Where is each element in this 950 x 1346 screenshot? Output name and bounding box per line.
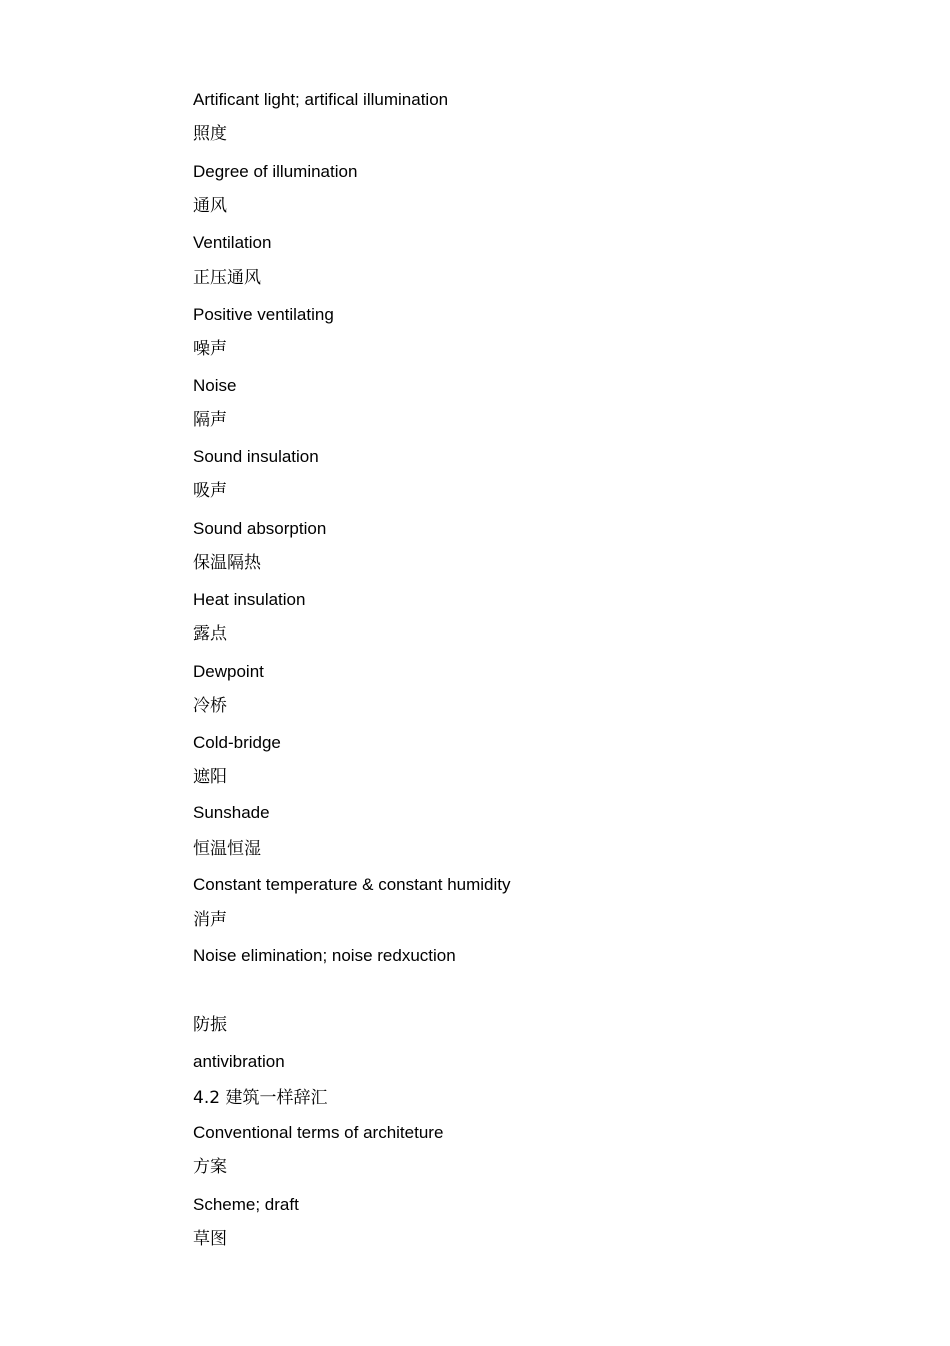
text-line: 消声 — [193, 910, 227, 930]
text-line: 遮阳 — [193, 767, 227, 787]
text-line: 吸声 — [193, 481, 227, 501]
text-line: Artificant light; artifical illumination — [193, 90, 449, 109]
text-line: Constant temperature & constant humidity — [193, 875, 511, 894]
text-line: 防振 — [193, 1015, 227, 1035]
text-line: Noise elimination; noise redxuction — [193, 946, 456, 965]
text-line: 方案 — [193, 1157, 227, 1177]
text-line: 保温隔热 — [193, 553, 261, 573]
text-line: Positive ventilating — [193, 305, 334, 324]
text-line: 草图 — [193, 1229, 227, 1249]
text-line: 噪声 — [193, 339, 227, 359]
section-heading: 4.2 建筑一样辞汇 — [193, 1088, 328, 1108]
text-line: Cold-bridge — [193, 733, 281, 752]
text-line: 隔声 — [193, 410, 227, 430]
text-line: Conventional terms of architeture — [193, 1123, 444, 1142]
text-line: 露点 — [193, 624, 227, 644]
text-line: antivibration — [193, 1052, 285, 1071]
text-line: Scheme; draft — [193, 1195, 299, 1214]
text-line: Heat insulation — [193, 590, 306, 609]
text-line: Degree of illumination — [193, 162, 358, 181]
text-line: Dewpoint — [193, 662, 264, 681]
text-line: 恒温恒湿 — [193, 839, 261, 859]
text-line: 冷桥 — [193, 696, 227, 716]
text-line: Ventilation — [193, 233, 272, 252]
text-line: Sunshade — [193, 803, 270, 822]
text-line: 通风 — [193, 196, 227, 216]
text-line: Noise — [193, 376, 237, 395]
text-line: 正压通风 — [193, 268, 261, 288]
text-line: 照度 — [193, 124, 227, 144]
text-line: Sound insulation — [193, 447, 319, 466]
text-line: Sound absorption — [193, 519, 327, 538]
